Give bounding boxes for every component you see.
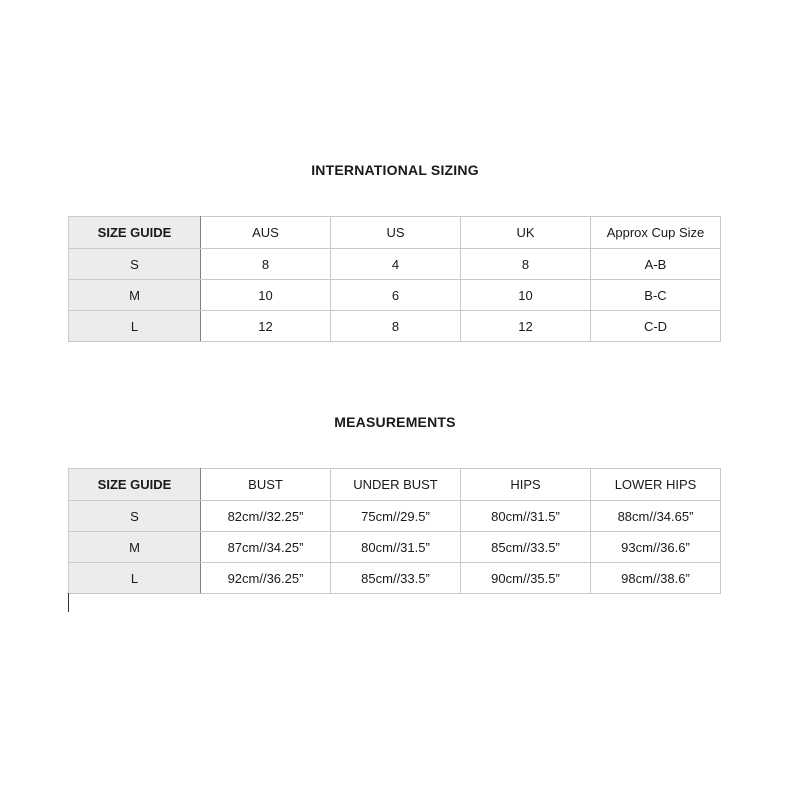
size-label: S <box>69 501 201 532</box>
table-cell: C-D <box>591 311 721 342</box>
header-hips: HIPS <box>461 469 591 501</box>
size-label: L <box>69 563 201 594</box>
table-cell: 93cm//36.6” <box>591 532 721 563</box>
header-size-guide: SIZE GUIDE <box>69 469 201 501</box>
table-row <box>69 311 721 342</box>
header-aus: AUS <box>201 217 331 249</box>
table-cell: 90cm//35.5” <box>461 563 591 594</box>
table-cell: 12 <box>201 311 331 342</box>
header-under-bust: UNDER BUST <box>331 469 461 501</box>
measurements-table <box>68 468 721 594</box>
table-cell: 8 <box>331 311 461 342</box>
table-cell: 8 <box>201 249 331 280</box>
international-sizing-title: INTERNATIONAL SIZING <box>311 162 479 178</box>
header-uk: UK <box>461 217 591 249</box>
size-label: M <box>69 280 201 311</box>
table-cell: 88cm//34.65” <box>591 501 721 532</box>
table-cell: 8 <box>461 249 591 280</box>
table-row <box>69 563 721 594</box>
table-cell: 6 <box>331 280 461 311</box>
size-label: S <box>69 249 201 280</box>
size-label: M <box>69 532 201 563</box>
table-cell: 75cm//29.5” <box>331 501 461 532</box>
table-cell: 87cm//34.25” <box>201 532 331 563</box>
table-row <box>69 532 721 563</box>
size-label: L <box>69 311 201 342</box>
header-us: US <box>331 217 461 249</box>
table-cell: 80cm//31.5” <box>331 532 461 563</box>
table-cell: 10 <box>201 280 331 311</box>
table-cell: 10 <box>461 280 591 311</box>
table-cell: 98cm//38.6” <box>591 563 721 594</box>
text-cursor[interactable] <box>68 593 69 612</box>
table-cell: 80cm//31.5” <box>461 501 591 532</box>
table-cell: 85cm//33.5” <box>331 563 461 594</box>
table-cell: A-B <box>591 249 721 280</box>
header-bust: BUST <box>201 469 331 501</box>
international-sizing-table <box>68 216 721 342</box>
table-cell: 85cm//33.5” <box>461 532 591 563</box>
table-row <box>69 249 721 280</box>
measurements-title: MEASUREMENTS <box>334 414 456 430</box>
table-cell: 82cm//32.25” <box>201 501 331 532</box>
table-row <box>69 280 721 311</box>
header-size-guide: SIZE GUIDE <box>69 217 201 249</box>
table-cell: 4 <box>331 249 461 280</box>
table-header-row <box>69 469 721 501</box>
table-row <box>69 501 721 532</box>
header-approx-cup-size: Approx Cup Size <box>591 217 721 249</box>
header-lower-hips: LOWER HIPS <box>591 469 721 501</box>
table-cell: 92cm//36.25” <box>201 563 331 594</box>
table-cell: 12 <box>461 311 591 342</box>
table-header-row <box>69 217 721 249</box>
table-cell: B-C <box>591 280 721 311</box>
